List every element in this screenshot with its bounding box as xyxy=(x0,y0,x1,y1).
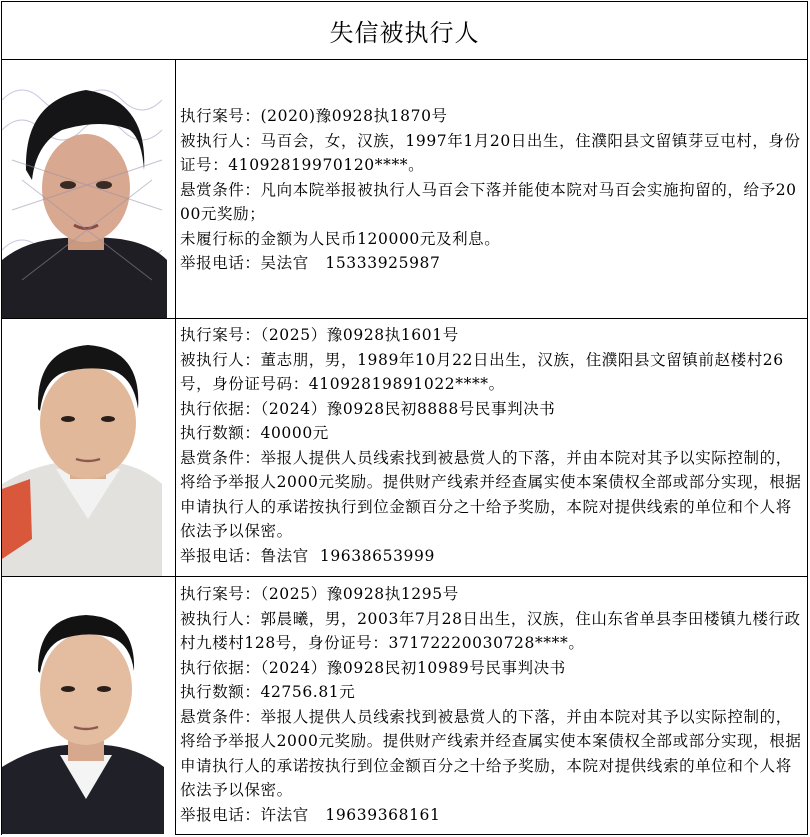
enforcement-amount: 执行数额：40000元 xyxy=(180,424,329,442)
portrait-image xyxy=(2,319,175,576)
reward-condition: 悬赏条件：凡向本院举报被执行人马百会下落并能使本院对马百会实施拘留的，给予2000元奖励； xyxy=(180,180,797,223)
reward-condition: 悬赏条件：举报人提供人员线索找到被悬赏人的下落，并由本院对其予以实际控制的，将给予举报人2000元奖励。提供财产线索并经查属实使本案债权全部或部分实现，根据申请执行人的承诺按执行到位金额百分之十给予奖励，本院对提供线索的单位和个人将依法予以保密。 xyxy=(180,707,802,799)
debtor-info: 被执行人：马百会，女，汉族，1997年1月20日出生，住濮阳县文留镇芽豆屯村，身份证号：41092819970120****。 xyxy=(180,131,801,174)
portrait-image xyxy=(2,60,175,318)
case-info xyxy=(176,319,807,576)
person-photo xyxy=(2,60,176,318)
portrait-image xyxy=(2,577,175,834)
notice-table xyxy=(1,1,808,835)
report-phone: 举报电话：鲁法官 19638653999 xyxy=(180,546,435,565)
table-row xyxy=(2,577,807,835)
table-row xyxy=(2,319,807,577)
page-title: 失信被执行人 xyxy=(2,2,807,60)
case-number: 执行案号：(2020)豫0928执1870号 xyxy=(180,107,448,125)
report-phone: 举报电话：吴法官 15333925987 xyxy=(180,254,441,272)
unpaid-amount: 未履行标的金额为人民币120000元及利息。 xyxy=(180,229,501,248)
case-info xyxy=(176,577,807,835)
enforcement-basis: 执行依据：（2024）豫0928民初10989号民事判决书 xyxy=(180,658,566,677)
person-photo xyxy=(2,319,176,576)
enforcement-amount: 执行数额：42756.81元 xyxy=(180,683,356,701)
table-row xyxy=(2,60,807,319)
debtor-info: 被执行人：郭晨曦，男，2003年7月28日出生，汉族，住山东省单县李田楼镇九楼行政村九楼村128号，身份证号：37172220030728****。 xyxy=(180,609,801,652)
case-info xyxy=(176,60,807,318)
case-number: 执行案号：（2025）豫0928执1601号 xyxy=(180,326,459,344)
reward-condition: 悬赏条件：举报人提供人员线索找到被悬赏人的下落，并由本院对其予以实际控制的，将给予举报人2000元奖励。提供财产线索并经查属实使本案债权全部或部分实现，根据申请执行人的承诺按执行到位金额百分之十给予奖励，本院对提供线索的单位和个人将依法予以保密。 xyxy=(180,448,802,540)
case-number: 执行案号：（2025）豫0928执1295号 xyxy=(180,585,459,603)
debtor-info: 被执行人：董志朋，男，1989年10月22日出生，汉族，住濮阳县文留镇前赵楼村26号，身份证号码：41092819891022****。 xyxy=(180,350,784,393)
enforcement-basis: 执行依据：（2024）豫0928民初8888号民事判决书 xyxy=(180,399,556,418)
person-photo xyxy=(2,577,176,835)
report-phone: 举报电话：许法官 19639368161 xyxy=(180,805,441,824)
